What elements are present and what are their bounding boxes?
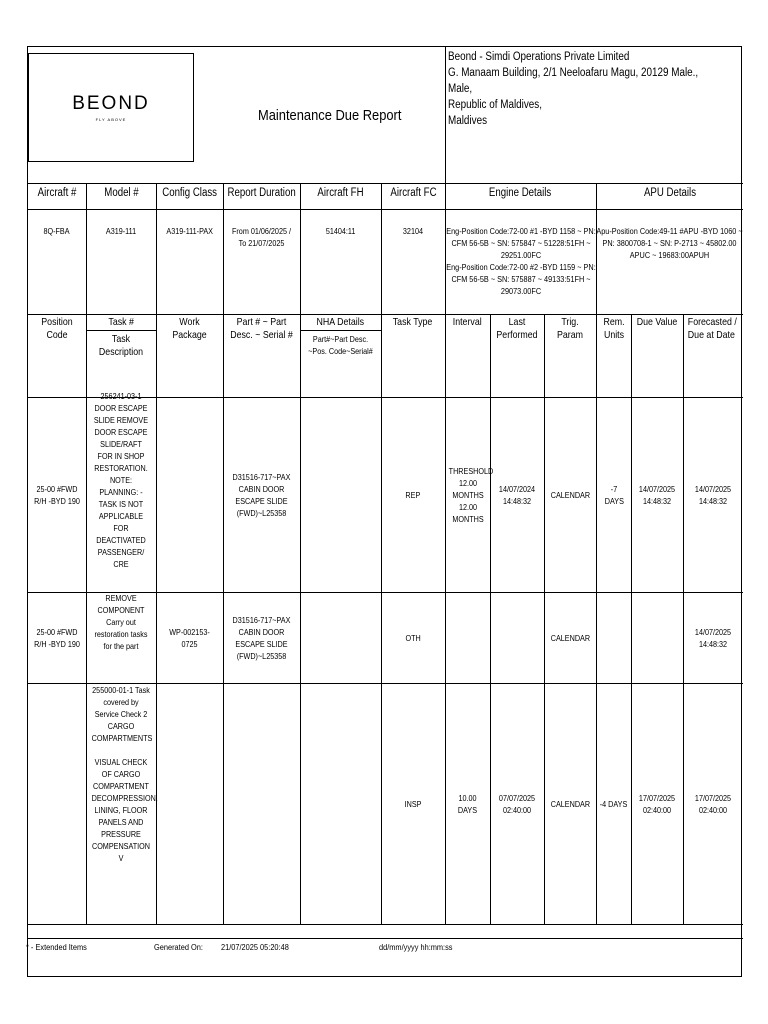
- aircraft-fh: 51404:11: [325, 226, 356, 236]
- company-address: Beond - Simdi Operations Private Limited G. Manaam Building, 2/1 Neeloafaru Magu, 20129 Male., Male, Republic of Maldives, Maldives: [448, 51, 699, 127]
- th-last-performed: Last Performed: [496, 316, 538, 341]
- due-value-cell: 14/07/2025 14:48:32: [638, 483, 676, 506]
- th-rem-units: Rem. Units: [602, 316, 625, 341]
- footer-date-format: dd/mm/yyyy hh:mm:ss: [379, 942, 453, 952]
- task-type-cell: INSP: [404, 798, 422, 809]
- rem-units-cell: -4 DAYS: [599, 798, 628, 809]
- header-engine: Engine Details: [489, 187, 552, 199]
- footer-generated-label: Generated On:: [154, 942, 203, 952]
- header-fh: Aircraft FH: [317, 187, 364, 199]
- th-work-package: Work Package: [172, 316, 207, 341]
- th-due-value: Due Value: [636, 316, 678, 328]
- apu-details: Apu-Position Code:49-11 #APU -BYD 1060 ~ PN: 3800708-1 ~ SN: P-2713 ~ 45802.00 APUC ~ 19683:00APUH: [596, 226, 743, 260]
- header-model: Model #: [103, 187, 139, 199]
- part-cell: D31516-717~PAX CABIN DOOR ESCAPE SLIDE (FWD)~L25358: [232, 614, 291, 661]
- task-cell: 256241-03-1 DOOR ESCAPE SLIDE REMOVE DOOR ESCAPE SLIDE/RAFT FOR IN SHOP RESTORATION. NOTE: PLANNING: - TASK IS NOT APPLICABLE FOR DEACTIVATED PASSENGER/ CRE: [93, 390, 149, 569]
- th-nha-sub: Part#~Part Desc. ~Pos. Code~Serial#: [308, 334, 373, 356]
- forecast-cell: 14/07/2025 14:48:32: [694, 483, 732, 506]
- last-performed-cell: 07/07/2025 02:40:00: [498, 792, 536, 815]
- rem-units-cell: -7 DAYS: [604, 483, 624, 506]
- interval-cell: 10.00 DAYS: [457, 792, 478, 815]
- th-position-code: Position Code: [41, 316, 73, 341]
- table-row: 25-00 #FWD R/H -BYD 190: [34, 483, 80, 506]
- task-type-cell: REP: [405, 489, 421, 500]
- th-forecasted: Forecasted / Due at Date: [687, 316, 737, 341]
- table-row: 25-00 #FWD R/H -BYD 190: [34, 626, 80, 649]
- aircraft-registration: 8Q-FBA: [43, 226, 71, 236]
- th-task-no: Task #: [108, 316, 134, 328]
- engine-2: Eng-Position Code:72-00 #2 -BYD 1159 ~ PN: CFM 56-5B ~ SN: 575887 ~ 49133:51FH ~ 29073.00FC: [446, 262, 596, 296]
- th-interval: Interval: [453, 316, 482, 328]
- due-value-cell: 17/07/2025 02:40:00: [638, 792, 676, 815]
- trig-param-cell: CALENDAR: [550, 798, 590, 809]
- work-package-cell: WP-002153-0725: [169, 626, 210, 649]
- forecast-cell: 17/07/2025 02:40:00: [694, 792, 732, 815]
- header-config: Config Class: [162, 187, 217, 199]
- header-aircraft: Aircraft #: [37, 187, 77, 199]
- th-nha: NHA Details: [316, 316, 365, 328]
- footer-generated-value: 21/07/2025 05:20:48: [221, 942, 289, 952]
- th-task-description: Task Description: [98, 333, 144, 358]
- th-trig-param: Trig. Param: [557, 316, 583, 341]
- last-performed-cell: 14/07/2024 14:48:32: [498, 483, 536, 506]
- task-cell: 255000-01-1 Task covered by Service Check 2 CARGO COMPARTMENTS: [91, 685, 153, 743]
- logo-brand: BEOND: [72, 93, 150, 114]
- part-cell: D31516-717~PAX CABIN DOOR ESCAPE SLIDE (FWD)~L25358: [232, 471, 291, 518]
- report-sheet: [27, 46, 742, 977]
- th-task-type: Task Type: [393, 316, 433, 328]
- header-duration: Report Duration: [227, 187, 296, 199]
- aircraft-fc: 32104: [402, 226, 424, 236]
- engine-details: [445, 225, 596, 297]
- logo-tagline: FLY ABOVE: [95, 117, 127, 122]
- task-type-cell: OTH: [405, 632, 421, 643]
- report-title: Maintenance Due Report: [258, 107, 402, 124]
- task-cell: REMOVE COMPONENT Carry out restoration tasks for the part: [94, 593, 148, 651]
- logo: [28, 53, 194, 162]
- trig-param-cell: CALENDAR: [550, 632, 590, 643]
- forecast-cell: 14/07/2025 14:48:32: [694, 626, 732, 649]
- aircraft-duration: From 01/06/2025 / To 21/07/2025: [231, 226, 291, 248]
- trig-param-cell: CALENDAR: [550, 489, 590, 500]
- task-cell-detail: VISUAL CHECK OF CARGO COMPARTMENT DECOMPRESSION, LINING, FLOOR PANELS AND PRESSURE COMPENSATION V: [91, 757, 158, 863]
- aircraft-model: A319-111: [105, 226, 137, 236]
- interval-cell: THRESHOLD 12.00 MONTHS 12.00 MONTHS: [448, 465, 493, 524]
- footer-extended: * - Extended Items: [26, 942, 87, 952]
- header-apu: APU Details: [643, 187, 696, 199]
- table-row: [86, 684, 156, 864]
- aircraft-config: A319-111-PAX: [166, 226, 213, 236]
- header-fc: Aircraft FC: [389, 187, 437, 199]
- engine-1: Eng-Position Code:72-00 #1 -BYD 1158 ~ PN: CFM 56-5B ~ SN: 575847 ~ 51228:51FH ~ 29251.00FC: [446, 226, 596, 260]
- th-part: Part # ~ Part Desc. ~ Serial #: [230, 316, 293, 341]
